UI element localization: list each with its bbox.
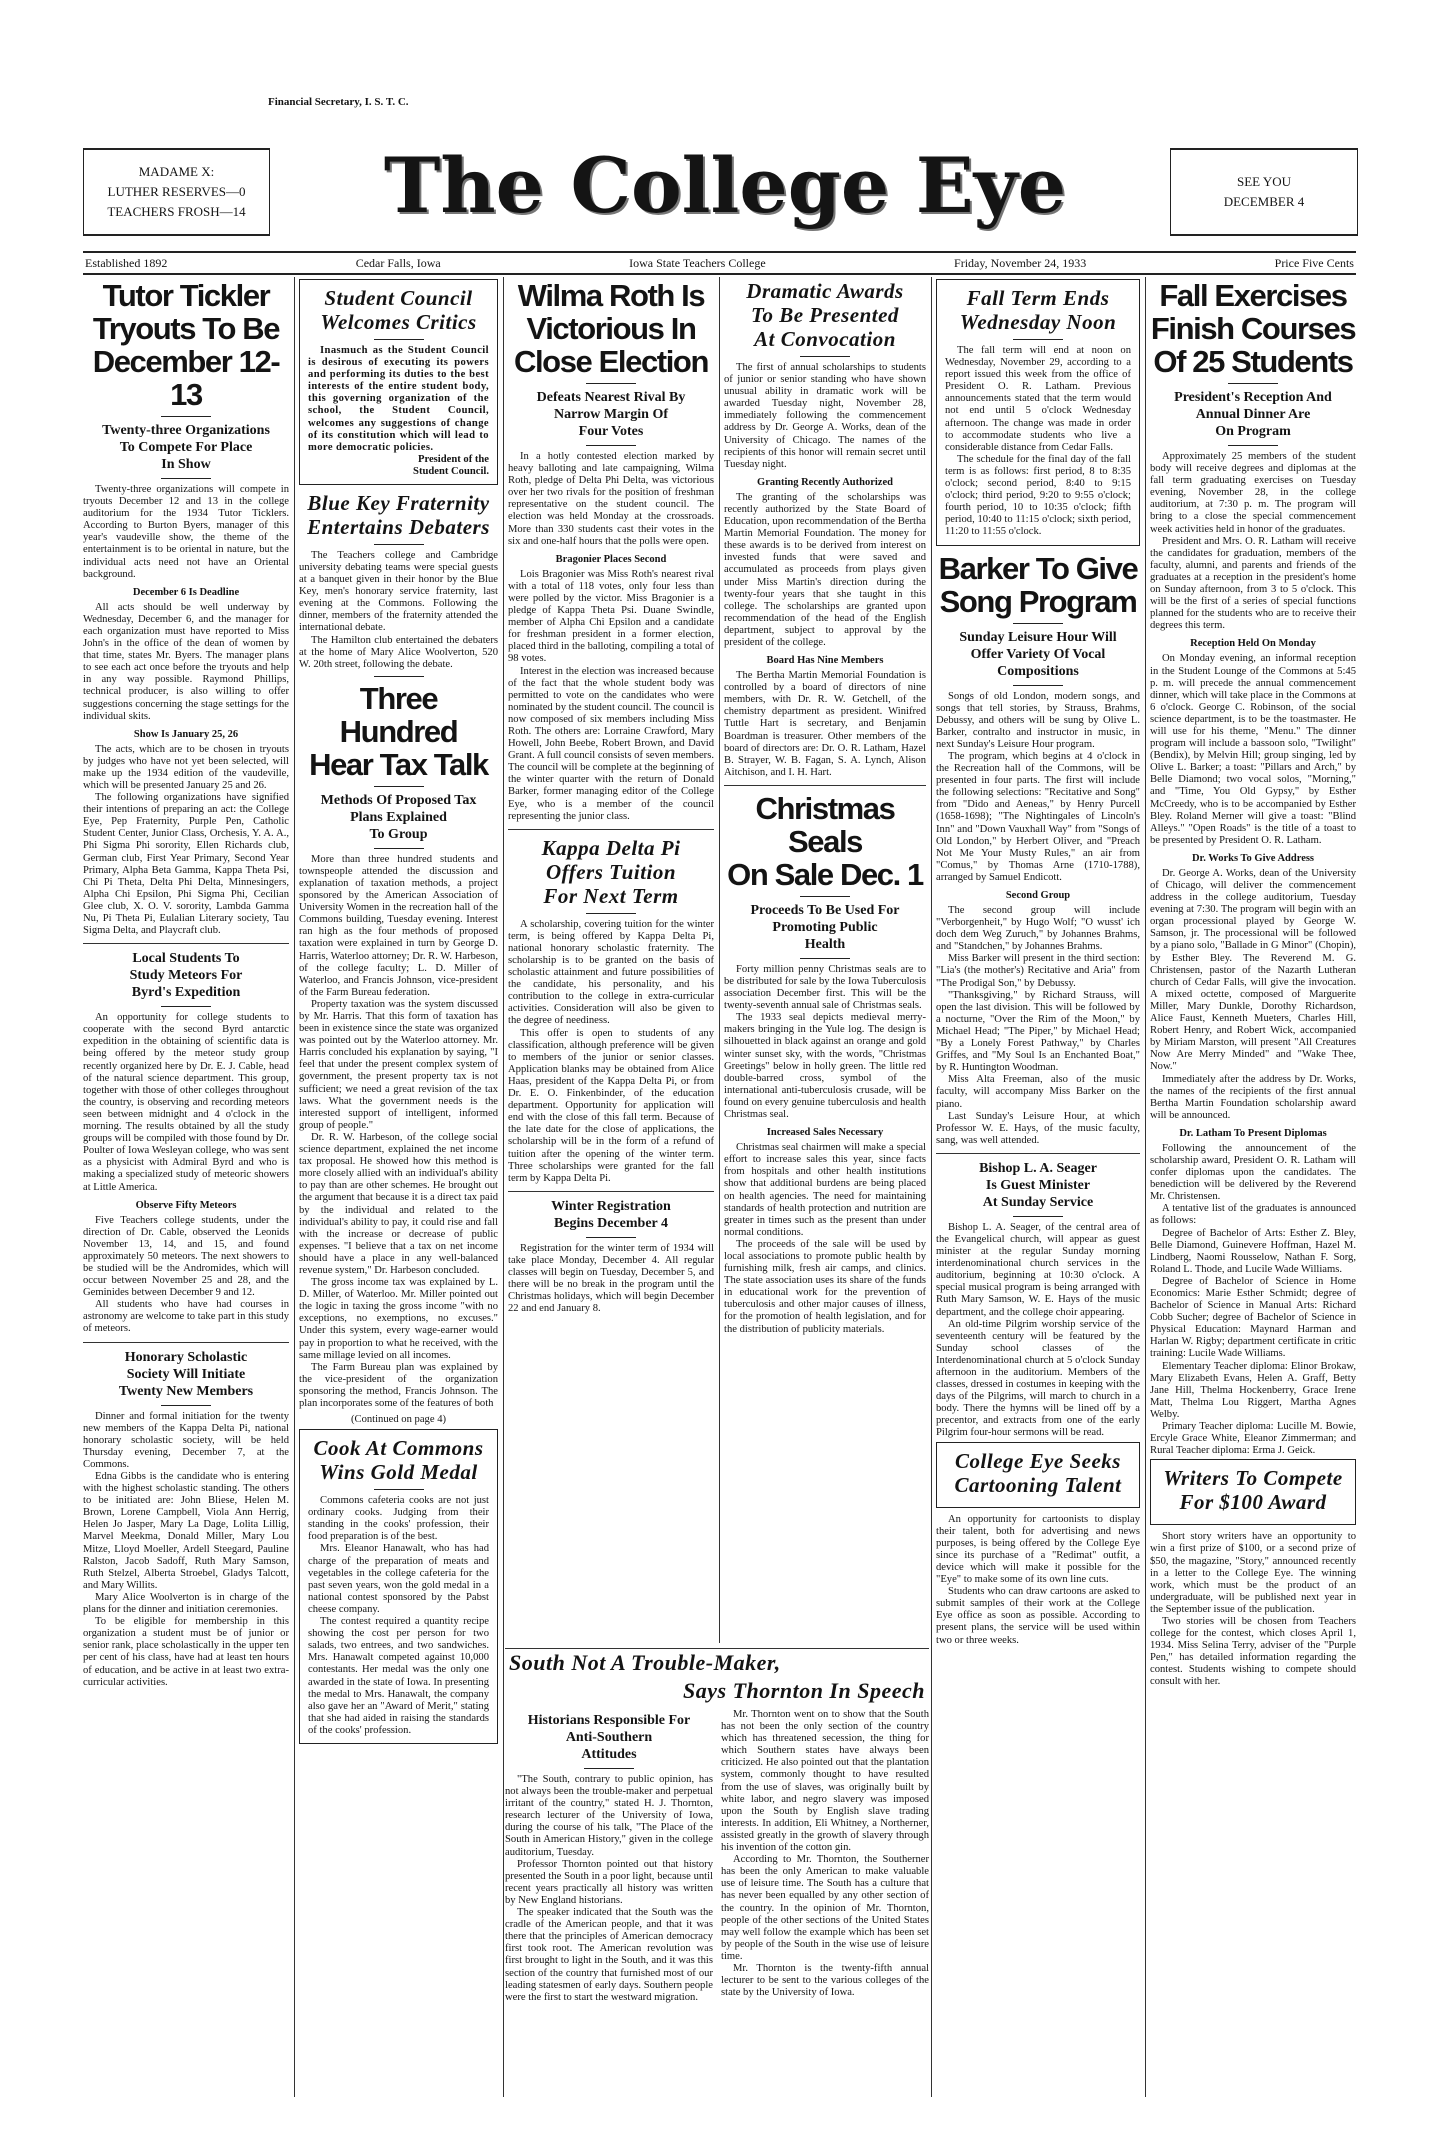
city: Cedar Falls, Iowa xyxy=(355,255,441,270)
headline: Three Hundred Hear Tax Talk xyxy=(309,680,488,782)
boxed-article xyxy=(299,1429,498,1744)
paragraph: Commons cafeteria cooks are not just ordinary cooks. Judging from their standing in the cooks' profession, their food preparation is of the best. xyxy=(308,1495,489,1543)
article-column xyxy=(721,1709,929,2004)
paragraph: The schedule for the final day of the fall term is as follows: first period, 8 to 8:35 o'clock; second period, 8:40 to 9:15 o'clock; third period, 9:20 to 9:55 o'clock; fourth period, 10 to 10:35 o'clock; fifth period, 10:40 to 11:15 o'clock; sixth period, 11:20 to 11:55 o'clock. xyxy=(945,453,1131,538)
divider xyxy=(374,848,424,849)
subheadline: Defeats Nearest Rival By Narrow Margin Of Four Votes xyxy=(536,390,686,439)
crosshead: Second Group xyxy=(1005,890,1071,901)
paragraph: This offer is open to students of any classification, although preference will be given to members of the junior or senior classes. Application blanks may be obtained from Alice Haas, president of the Kappa Delta Pi, or from Dr. E. O. Finkenbinder, of the education department. Opportunity for application will end with the close of this fall term. Because of the late date for the close of applications, the scholarship will be in the form of a refund of tuition after the opening of the winter term. Three scholarships were granted for the fall term by Kappa Delta Pi. xyxy=(508,1027,714,1184)
paragraph: Degree of Bachelor of Arts: Esther Z. Bley, Belle Diamond, Guinevere Hoffman, Hazel M. Lindberg, Naomi Rousselow, Nathan F. Sorg, Roland L. Thode, and Lucile Wade Williams. xyxy=(1150,1227,1356,1275)
paragraph: The acts, which are to be chosen in tryouts by judges who have not yet been selected, will make up the 1934 edition of the vaudeville, which will be presented January 25 and 26. xyxy=(83,743,289,791)
divider xyxy=(1013,339,1063,340)
headline: Cook At Commons Wins Gold Medal xyxy=(313,1436,484,1485)
article-separator xyxy=(936,1153,1140,1154)
boxed-article xyxy=(299,279,498,485)
paragraph: "Thanksgiving," by Richard Strauss, will open the last division. This will be followed by a nocturne, "Over the Rim of the Moon," by Michael Head; "The Piper," by Michael Head; "By a Lonely Forest Pathway," by Charles Griffes, and "My Soul Is an Enchanted Boat," by R. Huntington Woodman. xyxy=(936,989,1140,1074)
ear-line: LUTHER RESERVES—0 xyxy=(107,184,246,199)
crosshead: December 6 Is Deadline xyxy=(132,586,240,598)
paragraph: The Bertha Martin Memorial Foundation is controlled by a board of directors of nine members, with Dr. R. W. Getchell, of the chemistry department as president. Winifred Tuttle Hart is secretary, and Benjamin Boardman is treasurer. Other members of the board of directors are: Dr. O. R. Latham, Hazel B. Strayer, W. B. Fagan, S. A. Lynch, Alison Aitchison, and I. H. Hart. xyxy=(724,670,926,778)
headline: Barker To Give Song Program xyxy=(938,550,1138,619)
paragraph: Immediately after the address by Dr. Works, the names of the recipients of the first annual Bertha Martin Foundation scholarship award will be announced. xyxy=(1150,1073,1356,1121)
boxed-article xyxy=(1150,1459,1356,1525)
paragraph: Property taxation was the system discussed by Mr. Harris. That this form of taxation has been in existence since the state was organized was pointed out by the Waterloo attorney. Mr. Harris concluded his explanation by saying, "I feel that under the present complex system of government, the present property tax is not sufficient; we need a great revision of the tax laws. What the government needs is the interested support of intelligent, informed group of people." xyxy=(299,998,498,1131)
subheadline: Twenty-three Organizations To Compete For Place In Show xyxy=(102,423,270,472)
ear-line: SEE YOU xyxy=(1236,174,1292,189)
paragraph: Registration for the winter term of 1934 will take place Monday, December 4. All regular classes will begin on Tuesday, December 5, and there will be no break in the program until the Christmas holidays, which will begin December 22 and end January 8. xyxy=(508,1242,714,1315)
crosshead: Reception Held On Monday xyxy=(1190,638,1316,650)
paragraph: To be eligible for membership in this organization a student must be of junior or senior rank, place scholastically in the upper ten per cent of his class, have had at least ten hours of education, and be active in at least two extra-curricular activities. xyxy=(83,1616,289,1688)
headline: Fall Term Ends Wednesday Noon xyxy=(959,286,1117,334)
paragraph: The proceeds of the sale will be used by local associations to promote public health by furnishing milk, fresh air camps, and clinics. The state association uses its share of the funds in educational work for the prevention of tuberculosis and other major causes of illness, for the promotion of health legislation, and for the distribution of publicity materials. xyxy=(724,1238,926,1335)
crosshead: Bragonier Places Second xyxy=(555,553,667,565)
established: Established 1892 xyxy=(85,255,168,270)
paragraph: The speaker indicated that the South was the cradle of the American people, and that it was there that the principles of American democracy first took root. The American revolution was first brought to light in the South, and it was this section of the country that furnished most of our leading statesmen of early days. Southern people were the first to start the westward migration. xyxy=(505,1907,713,2003)
divider xyxy=(800,896,850,897)
paragraph: "The South, contrary to public opinion, has not always been the trouble-maker and perpetual irritant of the country," stated H. J. Thornton, research lecturer of the University of Iowa, during the course of his talk, "The Place of the South in American History," given in the college auditorium, Tuesday. xyxy=(505,1774,713,1858)
crosshead: Observe Fifty Meteors xyxy=(135,1199,237,1211)
divider xyxy=(800,356,850,357)
subheadline: Historians Responsible For Anti-Southern Attitudes xyxy=(527,1713,691,1762)
newspaper-nameplate: The College Eye xyxy=(383,141,1067,230)
paragraph: Last Sunday's Leisure Hour, at which Professor W. E. Hays, of the music faculty, sang, was well attended. xyxy=(936,1110,1140,1146)
paragraph: Dr. R. W. Harbeson, of the college social science department, explained the net income tax proposal. He showed how this method is more closely allied with an individual's ability to pay than are other schemes. He brought out the argument that because it is a direct tax paid by the individual and related to the individual's ability to pay, it could rise and fall with the increase or decrease of public expenses. "I believe that a tax on net income should have a place in any well-balanced revenue system," Dr. Harbeson concluded. xyxy=(299,1131,498,1276)
headline: Writers To Compete For $100 Award xyxy=(1163,1466,1343,1515)
subheadline: Proceeds To Be Used For Promoting Public Health xyxy=(750,902,900,952)
divider xyxy=(161,1405,211,1406)
paragraph: Inasmuch as the Student Council is desirous of executing its powers and performing its duties to the best interests of the entire student body, this governing organization of the school, the Student Council, welcomes any suggestions of change of its constitution which will lead to more democratic policies. xyxy=(308,345,489,453)
ear-line: DECEMBER 4 xyxy=(1223,194,1305,209)
column-rule xyxy=(294,277,295,2097)
column-6 xyxy=(1150,277,1356,2097)
paragraph: The granting of the scholarships was recently authorized by the State Board of Education, upon recommendation of the Bertha Martin Memorial Foundation. The money for these awards is to be derived from interest on invested funds that were saved and accumulated as proceeds from plays given under Miss Martin's direction during the twenty-four years that she taught in this college. The scholarships are granted upon recommendation of the head of the English department, subject to approval by the president of the college. xyxy=(724,491,926,648)
crosshead: Board Has Nine Members xyxy=(766,655,884,667)
paragraph: According to Mr. Thornton, the Southerner has been the only American to make valuable use of leisure time. The South has a culture that has never been equalled by any other section of the country. In the opinion of Mr. Thornton, people of the other sections of the United States may well follow the example which has been set by people of the South in the wise use of leisure time. xyxy=(721,1854,929,1962)
signature: President of the Student Council. xyxy=(413,453,489,477)
subheadline: Honorary Scholastic Society Will Initiate Twenty New Members xyxy=(118,1349,254,1399)
issue-date: Friday, November 24, 1933 xyxy=(954,255,1087,270)
divider xyxy=(374,1489,424,1490)
article-column xyxy=(505,1709,713,2004)
divider xyxy=(161,1006,211,1007)
left-ear-box xyxy=(83,148,270,236)
column-4 xyxy=(724,277,926,1637)
paragraph: The fall term will end at noon on Wednesday, November 29, according to a report issued this week from the office of President O. R. Latham. Previous announcements stated that the term would not end until 5 o'clock Wednesday afternoon. The change was made in order to accommodate students who live a considerable distance from Cedar Falls. xyxy=(945,345,1131,453)
price: Price Five Cents xyxy=(1274,255,1354,270)
divider xyxy=(161,478,211,479)
divider xyxy=(1228,445,1278,446)
article-separator xyxy=(83,943,289,944)
headline: Student Council Welcomes Critics xyxy=(320,286,477,334)
divider xyxy=(1228,383,1278,384)
divider xyxy=(586,445,636,446)
paragraph: Primary Teacher diploma: Lucille M. Bowie, Ercyle Grace White, Eleanor Zimmerman; and Rural Teacher diploma: Erma J. Geick. xyxy=(1150,1421,1356,1457)
divider xyxy=(374,544,424,545)
paragraph: All students who have had courses in astronomy are welcome to take part in this study of meteors. xyxy=(83,1299,289,1335)
continued-note: (Continued on page 4) xyxy=(350,1414,447,1426)
paragraph: The first of annual scholarships to students of junior or senior standing who have shown unusual ability in dramatic work will be awarded Tuesday night, November 28, immediately following the commencement address by Dr. George A. Works, dean of the University of Chicago. The names of the recipients of this honor will remain secret until Tuesday night. xyxy=(724,362,926,470)
paragraph: Christmas seal chairmen will make a special effort to increase sales this year, since facts from hospitals and other health institutions show that additional burdens are being placed on health agencies. The need for maintaining standards of health protection and nutrition are greater in times such as the present than under normal conditions. xyxy=(724,1142,926,1238)
subheadline: Sunday Leisure Hour Will Offer Variety Of Vocal Compositions xyxy=(959,629,1117,679)
headline: Says Thornton In Speech xyxy=(683,1678,925,1703)
paragraph: Two stories will be chosen from Teachers college for the contest, which closes April 1, 1934. Miss Selina Terry, adviser of the "Purple Pen," has detailed information regarding the contest. Students wishing to compete should consult with her. xyxy=(1150,1615,1356,1688)
crosshead: Dr. Latham To Present Diplomas xyxy=(1179,1127,1327,1139)
paragraph: Interest in the election was increased because of the fact that the whole student body was permitted to vote on the candidates who were nominated by the student council. The council is now composed of six members including Miss Roth. The others are: Lorraine Crawford, Mary Howell, John Beebe, Robert Brown, and David Grant. A full council consists of seven members. The council will be complete at the beginning of the winter quarter with the return of Donald Barker, former managing editor of the College Eye, who is a member of the council representing the junior class. xyxy=(508,665,714,822)
boxed-article xyxy=(936,1442,1140,1508)
article-south-not-trouble-maker xyxy=(505,1648,929,2099)
paragraph: On Monday evening, an informal reception in the Student Lounge of the Commons at 5:45 p. m. will precede the annual commencement dinner, which will take place in the Commons at 6 o'clock. George C. Robinson, of the social science department, is to be the toastmaster. He will use for his theme, "Menu." The dinner program will include a bassoon solo, "Twilight" (Bendix), by Melvin Hill; group singing, led by Olive L. Barker; a toast: "Pillars and Arch," by Belle Diamond; two vocal solos, "Morning," and "Time, You Old Gypsy," by Esther McCreedy, who is to be accompanied by Esther Bley. Roland Merner will give a toast: "Blind Alleys." "Open Roads" is the title of a toast to be presented by President O. R. Latham. xyxy=(1150,653,1356,846)
divider xyxy=(586,383,636,384)
headline: Blue Key Fraternity Entertains Debaters xyxy=(307,490,490,539)
paragraph: The second group will include "Verborgenheit," by Hugo Wolf; "O wusst' ich doch dem Weg Zuruch," by Johannes Brahms, and "Standchen," by Johannes Brahms. xyxy=(936,905,1140,953)
divider xyxy=(584,1768,634,1769)
crosshead: Granting Recently Authorized xyxy=(757,476,893,488)
subheadline: President's Reception And Annual Dinner Are On Program xyxy=(1174,390,1332,439)
paragraph: The following organizations have signified their intentions of preparing an act: the College Eye, Pep Fraternity, Purple Pen, Catholic Student Center, Junior Class, Orchesis, Y. A. A., Phi Sigma Phi sorority, Ellen Richards club, German club, First Year Primary, Second Year Primary, Alpha Beta Gamma, Kappa Theta Psi, Chi Pi Theta, Delta Phi Delta, Minnesingers, Alpha Chi Epsilon, Phi Sigma Phi, Cecilian Glee club, X. O. V. sorority, Lambda Gamma Nu, Pi Theta Pi, Eulalian Literary society, Tau Sigma Delta, and Playcraft club. xyxy=(83,792,289,937)
paragraph: Mr. Thornton went on to show that the South has not been the only section of the country which has threatened secession, the thing for which Southern states have always been criticized. He also pointed out that the plantation system, commonly thought to have resulted from the use of slaves, was originally built by white labor, and negro slavery was imposed upon the South by English slave trading interests. In addition, Eli Whitney, a Northerner, assisted greatly in the growth of slavery through his invention of the cotton gin. xyxy=(721,1709,929,1854)
crosshead: Increased Sales Necessary xyxy=(766,1127,884,1139)
divider xyxy=(161,416,211,417)
paragraph: Miss Alta Freeman, also of the music faculty, will accompany Miss Barker on the piano. xyxy=(936,1074,1140,1110)
dateline xyxy=(83,251,1356,275)
headline: South Not A Trouble-Maker, xyxy=(509,1650,781,1675)
subheadline: Methods Of Proposed Tax Plans Explained To Group xyxy=(320,792,477,842)
paragraph: President and Mrs. O. R. Latham will receive the candidates for graduation, members of the faculty, alumni, and parents and friends of the graduates at a reception in the president's home on Sunday afternoon, from 3 to 5 o'clock. This will be the first of a series of special functions planned for the students who are to receive their degrees this term. xyxy=(1150,535,1356,632)
divider xyxy=(374,676,424,677)
paragraph: Twenty-three organizations will compete in tryouts December 12 and 13 in the college auditorium for the 1934 Tutor Ticklers. According to Burton Byers, manager of this year's vaudeville show, the theme of the entertainment is to be oriental in nature, but the individual acts need not have an Oriental background. xyxy=(83,484,289,580)
headline: Kappa Delta Pi Offers Tuition For Next Term xyxy=(541,835,681,908)
divider xyxy=(1013,685,1063,686)
paragraph: The 1933 seal depicts medieval merry-makers bringing in the Yule log. The design is silhouetted in black against an orange and gold winter sunset sky, with the words, "Christmas Greetings" below in holly green. The little red double-barred cross, symbol of the international anti-tuberculosis crusade, will be found on every genuine tuberculosis and health Christmas seal. xyxy=(724,1012,926,1121)
right-ear-box xyxy=(1170,148,1358,236)
ear-line: MADAME X: xyxy=(138,164,215,179)
subheadline: Local Students To Study Meteors For Byrd's Expedition xyxy=(129,951,243,1001)
paragraph: Approximately 25 members of the student body will receive degrees and diplomas at the fall term graduating exercises on Tuesday evening, November 28, in the college auditorium, at 7:30 p. m. The program will bring to a close the special commencement week activities held in honor of the graduates. xyxy=(1150,451,1356,535)
paragraph: The contest required a quantity recipe showing the cost per person for two salads, two entrees, and two sandwiches. Mrs. Hanawalt competed against 10,000 contestants. Her medal was the only one awarded in the state of Iowa. In presenting the medal to Mrs. Hanawalt, the company also gave her an "Award of Merit," stating that she had aided in raising the standards of the cooks' profession. xyxy=(308,1616,489,1736)
paragraph: Five Teachers college students, under the direction of Dr. Cable, observed the Leonids November 13, 14, and 15, and found approximately 50 meteors. The next showers to be studied will be the Andromides, which will occur between November 25 and 28, and the Geminides between December 9 and 12. xyxy=(83,1214,289,1299)
paragraph: Songs of old London, modern songs, and songs that tell stories, by Strauss, Brahms, Debussy, and others will be sung by Olive L. Barker, contralto and instructor in music, in next Sunday's Leisure Hour program. xyxy=(936,690,1140,750)
headline: Tutor Tickler Tryouts To Be December 12-13 xyxy=(92,278,280,412)
headline: Wilma Roth Is Victorious In Close Election xyxy=(513,278,708,379)
subheadline: Bishop L. A. Seager Is Guest Minister At Sunday Service xyxy=(979,1160,1097,1210)
column-rule xyxy=(719,277,720,1643)
paragraph: Elementary Teacher diploma: Elinor Brokaw, Mary Elizabeth Evans, Helen A. Graff, Betty Jane Hill, Thelma Hockenberry, Grace Irene Matt, Thelma Lou Riggert, Martha Agnes Welby. xyxy=(1150,1360,1356,1420)
paragraph: An opportunity for cartoonists to display their talent, both for advertising and news purposes, is being offered by the College Eye since its purchase of a "Redimat" outfit, a device which will make it possible for the "Eye" to make some of its own line cuts. xyxy=(936,1513,1140,1586)
divider xyxy=(1013,1216,1063,1217)
paragraph: The Farm Bureau plan was explained by the vice-president of the organization sponsoring the method, Francis Johnson. The plan incorporates some of the features of both xyxy=(299,1361,498,1409)
crosshead: Dr. Works To Give Address xyxy=(1191,852,1315,864)
paragraph: Miss Barker will present in the third section: "Lia's (the mother's) Recitative and Aria" from "The Prodigal Son," by Debussy. xyxy=(936,953,1140,989)
paragraph: Bishop L. A. Seager, of the central area of the Evangelical church, will appear as guest minister at the regular Sunday morning interdenominational church services in the auditorium, beginning at 10:30 o'clock. A special musical program is being arranged with Ruth Mary Samson, W. E. Hays of the music department, and the college choir appearing. xyxy=(936,1221,1140,1318)
column-3 xyxy=(508,277,714,1637)
paragraph: The Teachers college and Cambridge university debating teams were special guests at a banquet given in their honor by the Blue Key, men's honorary service fraternity, last evening at the Commons. Following the dinner, members of the fraternity attended the international debate. xyxy=(299,549,498,634)
column-rule xyxy=(1145,277,1146,2097)
divider xyxy=(374,339,424,340)
paragraph: In a hotly contested election marked by heavy balloting and late campaigning, Wilma Roth, pledge of Delta Phi Delta, was victorious over her two rivals for the position of freshman representative on the student council. The election was held Monday at the crossroads. More than 330 students cast their votes in the six and one-half hours that the polls were open. xyxy=(508,451,714,547)
paragraph: More than three hundred students and townspeople attended the discussion and explanation of taxation methods, a project sponsored by the American Association of University Women in the recreation hall of the Commons building, Tuesday evening. Interest ran high as the four methods of proposed taxation were explained in turn by George D. Harris, Waterloo attorney; Dr. R. W. Harbeson, of the college faculty; L. D. Miller of Waterloo, and Francis Johnson, vice-president of the Farm Bureau federation. xyxy=(299,853,498,998)
headline: Fall Exercises Finish Courses Of 25 Students xyxy=(1150,278,1356,379)
paragraph: Short story writers have an opportunity to win a first prize of $100, or a second prize of $50, the magazine, "Story," announced recently in a letter to the College Eye. The winning work, which must be the product of an undergraduate, will be published next year in the September issue of the publication. xyxy=(1150,1531,1356,1615)
headline: Christmas Seals On Sale Dec. 1 xyxy=(727,790,923,892)
divider xyxy=(1013,623,1063,624)
column-2 xyxy=(299,277,498,2097)
article-separator xyxy=(724,785,926,786)
column-rule xyxy=(503,277,504,2097)
paragraph: The Hamilton club entertained the debaters at the home of Mary Alice Woolverton, 520 W. 20th street, following the debate. xyxy=(299,634,498,670)
headline: College Eye Seeks Cartooning Talent xyxy=(954,1448,1122,1497)
paragraph: Professor Thornton pointed out that history presented the South in a poor light, because until recent years practically all history was written by New England historians. xyxy=(505,1858,713,1906)
paragraph: Dinner and formal initiation for the twenty new members of the Kappa Delta Pi, national honorary scholastic society, will be held Thursday evening, December 7, at the Commons. xyxy=(83,1410,289,1470)
paragraph: Following the announcement of the scholarship award, President O. R. Latham will confer diplomas upon the candidates. The benediction will be delivered by the Reverend Mr. Christensen. xyxy=(1150,1142,1356,1203)
crosshead: Show Is January 25, 26 xyxy=(133,728,239,740)
paragraph: An opportunity for college students to cooperate with the second Byrd antarctic expedition in the obtaining of scientific data is being offered by the meteor study group recently organized here by Dr. E. J. Cable, head of the natural science department. This group, together with those of other colleges throughout the country, is observing and recording meteors seen between midnight and 4 o'clock in the morning. The results obtained by all the study groups will be compiled with those found by Dr. Poulter of Iowa Wesleyan college, who was sent as a physicist with Admiral Byrd and who is making a specialized study of meteoric showers at Little America. xyxy=(83,1012,289,1193)
divider xyxy=(586,913,636,914)
article-separator xyxy=(83,1342,289,1343)
column-1 xyxy=(83,277,289,2097)
paragraph: Edna Gibbs is the candidate who is entering with the highest scholastic standing. The others to be initiated are: John Bliese, Helen M. Brown, Lorene Campbell, Viola Ann Herrig, Helen Jo Jasper, Mary La Dage, Lolita Lillig, Marvel Meekma, Donald Miller, Mary Lou Mitze, Lloyd Moeller, Ardell Steegard, Pauline Ralston, Jacob Sadoff, Ruth Mary Samson, Ruth Stelzel, Alberta Stroebel, Gladys Talcott, and Mary Willits. xyxy=(83,1471,289,1591)
college: Iowa State Teachers College xyxy=(629,255,766,270)
paragraph: Mrs. Eleanor Hanawalt, who has had charge of the preparation of meats and vegetables in the college cafeteria for the past seven years, won the gold medal in a national contest sponsored by the Pabst cheese company. xyxy=(308,1543,489,1615)
column-5 xyxy=(936,277,1140,2097)
column-rule xyxy=(931,277,932,2097)
paragraph: Mary Alice Woolverton is in charge of the plans for the dinner and initiation ceremonies. xyxy=(83,1591,289,1616)
paragraph: Degree of Bachelor of Science in Home Economics: Marie Esther Schmidt; degree of Bachelor of Science in Manual Arts: Richard Cobb Sucher; degree of Bachelor of Science in Physical Education: Maynard Harman and Harlan W. Rigby; department certificate in critic training: Lucile Wade Williams. xyxy=(1150,1275,1356,1360)
headline: Dramatic Awards To Be Presented At Convocation xyxy=(746,279,904,351)
boxed-article xyxy=(936,279,1140,546)
paragraph: Students who can draw cartoons are asked to submit samples of their work at the College Eye office as soon as possible. According to present plans, the service will be used within two or three weeks. xyxy=(936,1586,1140,1646)
paragraph: Lois Bragonier was Miss Roth's nearest rival with a total of 118 votes, only four less than were polled by the victor. Miss Bragonier is a pledge of Kappa Theta Psi. Duane Swindle, member of Alpha Chi Epsilon and a candidate for freshman president in a former election, placed third in the balloting, compiling a total of 98 votes. xyxy=(508,568,714,665)
paragraph: The program, which begins at 4 o'clock in the Recreation hall of the Commons, will be presented in four parts. The first will include the following selections: "Recitative and Song" from "Dido and Aeneas," by Henry Purcell (1658-1698); "The Nightingales of Lincoln's Inn" and "Down Vauxhall Way" from "Songs of Old London," by Herbert Oliver, and "Preach Not Me Your Musty Rules," an air from "Comus," by Thomas Arne (1710-1788), arranged by Samuel Endicott. xyxy=(936,750,1140,883)
paragraph: Mr. Thornton is the twenty-fifth annual lecturer to be sent to the various colleges of the state by the University of Iowa. xyxy=(721,1962,929,1999)
paragraph: A scholarship, covering tuition for the winter term, is being offered by Kappa Delta Pi, national honorary scholastic fraternity. The scholarship is to be granted on the basis of scholastic attainment and future possibilities of the candidate, his personality, and his contribution to the college in extra-curricular activities. Consideration will also be given to the degree of neediness. xyxy=(508,918,714,1027)
ear-line: TEACHERS FROSH—14 xyxy=(107,204,246,219)
article-separator xyxy=(508,829,714,830)
divider xyxy=(800,958,850,959)
paragraph: A tentative list of the graduates is announced as follows: xyxy=(1150,1203,1356,1227)
paragraph: The gross income tax was explained by L. D. Miller, of Waterloo. Mr. Miller pointed out the logic in taxing the gross income "with no exceptions, no exemptions, no excuses." Under this system, every wage-earner would pay in proportion to what he received, with the same millage levied on all incomes. xyxy=(299,1277,498,1361)
divider xyxy=(374,786,424,787)
paragraph: All acts should be well underway by Wednesday, December 6, and the manager for each organization must have reported to Miss John's in the office of the dean of women by that time, states Mr. Byers. The manager plans to see each act once before the tryouts and help in any way possible. Raymond Phillips, technical producer, is also willing to offer suggestions concerning the stage settings for the individual skits. xyxy=(83,601,289,722)
article-separator xyxy=(508,1191,714,1192)
paragraph: Forty million penny Christmas seals are to be distributed for sale by the Iowa Tuberculosis association December first. This will be the twenty-seventh annual sale of Christmas seals. xyxy=(724,963,926,1012)
paragraph: An old-time Pilgrim worship service of the seventeenth century will be featured by the Sunday school classes of the Interdenominational church at 5 o'clock Sunday afternoon in the auditorium. Members of the classes, dressed in costumes in keeping with the days of the Pilgrims, will march to church in a body. There the hymns will be lined off by a precentor, and extracts from one of the early Pilgrim four-hour sermons will be read. xyxy=(936,1318,1140,1439)
divider xyxy=(586,1237,636,1238)
paragraph: Dr. George A. Works, dean of the University of Chicago, will deliver the commencement address in the college auditorium, Tuesday evening at 7:30. The program will begin with an organ processional played by George W. Samson, jr. The processional will be followed by a piano solo, "Ballade in G Minor" (Chopin), by Esther Bley. The Reverend M. G. Christensen, pastor of the Nazarth Lutheran church of Cedar Falls, will give the invocation. A mixed octette, composed of Marguerite Miller, Mary Dunkle, Dorothy Richardson, Alice Faust, Kenneth Mueters, Charles Hill, Robert Henry, and Robert Wick, accompanied by Miriam Marston, will present "All Creatures Now Are Merry Minded" and "Wake Thee, Now." xyxy=(1150,867,1356,1073)
subheadline: Winter Registration Begins December 4 xyxy=(551,1198,671,1231)
financial-secretary-stamp: Financial Secretary, I. S. T. C. xyxy=(268,96,409,108)
